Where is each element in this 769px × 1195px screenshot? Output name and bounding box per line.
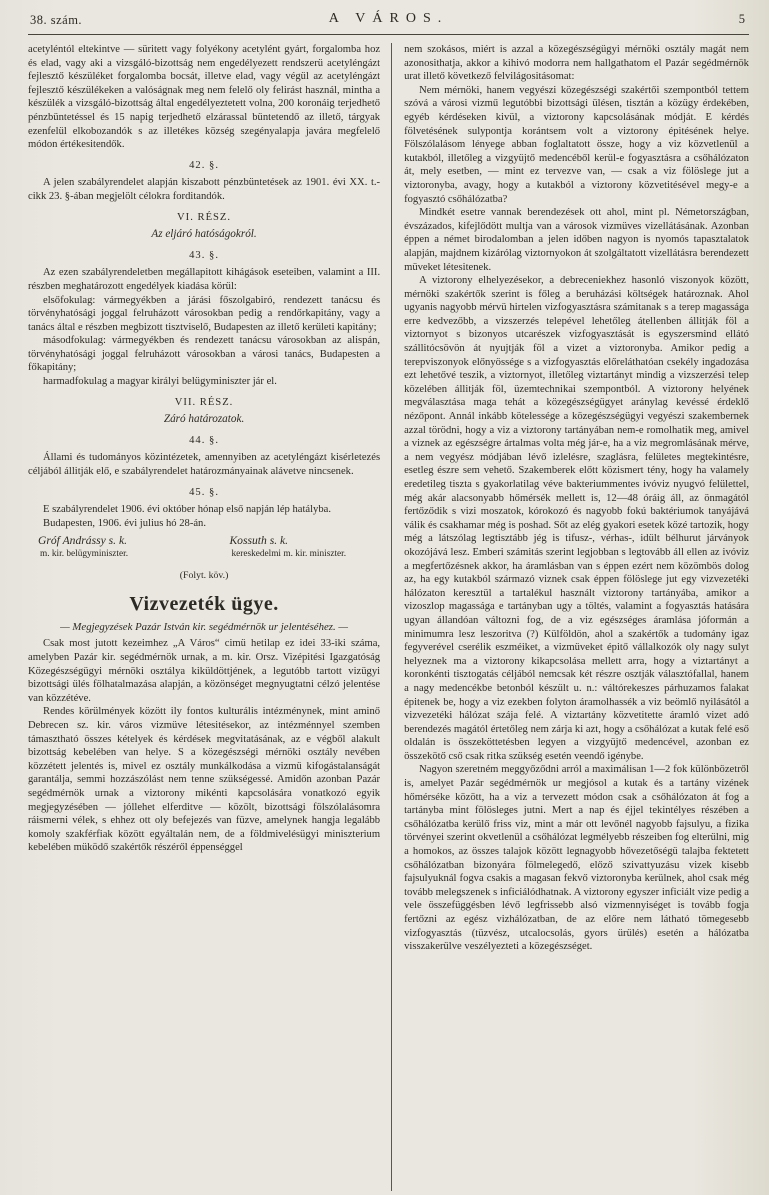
signature-role: m. kir. belügyminiszter. [40,549,129,559]
section-heading: VI. RÉSZ. [177,211,232,223]
section-heading: 42. §. [189,159,219,171]
page-number: 5 [738,12,745,26]
paragraph: Állami és tudományos közintézetek, amennyiben az acetyléngázt kisérletezés céljából állitják elő, e szabályrendelet határozmányainak alávetve nincsenek. [28,452,381,478]
masthead-rule [28,34,749,35]
paragraph: Budapesten, 1906. évi julius hó 28-án. [43,517,207,529]
signature-role: kereskedelmi m. kir. miniszter. [231,549,347,559]
section-heading: 44. §. [189,434,219,446]
signature-name: Kossuth s. k. [229,534,289,548]
paragraph: Csak most jutott kezeimhez „A Város“ cimü hetilap ez idei 33-iki száma, amelyben Pazár kir. segédmérnök urnak, a m. kir. Orsz. Vizépitési Igazgatóság Közegészségügyi mérnöki osztálya kiküldöttjének, a legutóbb tartott vizügyi bizottsági ülés fölhatalmazása alapján, a közönséget megnyugtatni célzó jelentése van közzétéve. [28,638,381,704]
section-heading: VII. RÉSZ. [174,396,234,408]
paragraph: Nem mérnöki, hanem vegyészi közegészségi szakértői szempontból tettem szóvá a városi vizmű legutóbbi bizottsági ülésen, tisztán a közügy érdekében, egyéb kérdéseken kivül, a viztorony kapcsolásának módját. E kérdés fölvetésének sulypontja korántsem volt a viztorony épitésének helye. Fölszólalásom lényege abban foglaltatott össze, hogy a viz közvetlenül a kutakból, illetőleg a vizgyüjtő medencéből kerül-e fogyasztásra a csőhálózaton át, mely esetben, — mint ez tervezve van, — csak a viz fölöslege jut a viztoronyba, avagy, hogy a kutakból a viztorony közvetitésével megy-e a fogyasztó csőhálózatba? [404,84,749,205]
continuation-note: (Folyt. köv.) [179,569,229,581]
paragraph: Az ezen szabályrendeletben megállapitott kihágások eseteiben, valamint a III. részben meghatározott engedélyek kiadása körül: [28,267,381,292]
masthead [28,10,749,32]
subsection-heading: Az eljáró hatóságokról. [151,228,257,241]
paragraph: E szabályrendelet 1906. évi október hónap első napján lép hatályba. [43,504,331,516]
section-heading: 45. §. [189,486,219,498]
paragraph: Rendes körülmények között ily fontos kulturális intézménynek, mint aminő Debrecen sz. kir. város vizmüve létesitésekor, az intézménnyel szemben támasztható összes kételyek és kérdések megvitatásának, az e végből alakult bizottság kebelében van helye. S a közegészségi mérnöki osztály nevében közzétett jelentés is, mivel ez osztály munkálkodása a vizmü kifogástalanságát garantálja, semmi hozzászólást nem tenne szükségessé. Amidőn azonban Pazár segédmérnök urnak a viztorony mikénti kapcsolására vonatkozó egyik megjegyzésében — jóllehet elferditve — közölt, bizottsági fölszólalásomra ráismerni vélek, s ehhez ott oly befejezés van füzve, amelynek hangja legalább komoly szakférfiak között egyáltalán nem, de a földmivelésügyi miniszterium kebelében müködő szakértők részéről éppenséggel [28,706,381,854]
issue-number: 38. szám. [30,13,83,27]
paragraph: Nagyon szeretném meggyőződni arról a maximálisan 1—2 fok különbözetről is, amelyet Pazár segédmérnök ur megjósol a kutak és a tartány vizének hőmérséke között, ha a viz a tervezett módon csak a csőhálózaton át fog a tartányba mint fölösleges jutni. Mert a nap és éjjel tekintélyes részében a csőhálózatba kerülő friss viz, mint a már ott levőnél nagyobb fajsulyu, a fizika törvényei szerint okvetlenül a csőhálózat legmélyebb részeiben fog elterülni, mig a homokos, az összes talajok között legnagyobb hővezetőségü talajba fektetett csőhálózatban bizonyára fölmelegedő, előző szivattyuzásu vizek kisebb fajsulyuknál fogva csakis a magasan fekvő viztoronyba kerülnek, ahol csak még tovább melegszenek s inficiálódhatnak. A viztorony egyszer inficiált vize pedig a vele összefüggésben lévő legfrissebb alsó vizmennyiséget is tovább fogja fertőzni az egész vizhálózatban, de az előre nem látható tömegesebb vizfogyasztás (tüzvész, utcalocsolás, gyors ürülés) esetén a hálózatba visszakerülve veszélyezteti a közegészséget. [404,764,749,953]
paragraph-continuation: acetyléntól eltekintve — süritett vagy folyékony acetylént gyárt, forgalomba hoz és elad, vagy aki a vizsgáló-bizottság nem engedélyezett rendszerü acetyléngázt fejlesztő készüléket forgalomba bocsát, illetve elad, vagy végül az acetyléngázt fejlesztő készülékeken a valóságnak meg nem felelő oly felirást használ, mintha a készülék a vizsgáló-bizottság által engedélyeztetett volna, 200 koronáig terjedhető pénzbüntetéssel és 15 napig terjedhető elzárassal büntetendő az illető, tárgyak ezenfelül elkobozandók s az illetékes község szegényalapja javára megfelelő módon értékesitendők. [28,44,381,151]
paragraph: A viztorony elhelyezésekor, a debreceniekhez hasonló viszonyok között, mérnöki szakértők szerint is főleg a beruházási költségek határoznak. Ahol ugyanis nagyobb mérvü hirtelen vizfogyasztásra számitanak s a terep magassága erre kedvezőbb, a vizszerzés telepével lehetőleg átellenben állitják föl a viztornyot s bizonyos utcarészek vizfogyasztását is egyszersmind ellátó szállitócsövön át nyujtják föl a vizet a viztoronyba. Amikor pedig a terepviszonyok előnyössége s a vizfogyasztás előreláthatóan csekély ingadozása ezt lehetővé teszik, a viztornyot, illetőleg viztartányt mindig a vizszerzési telep közelében állitják föl, üzemtechnikai szempontból. A viztorony helyének megválasztása maga tehát a közegészségügyet aránylag kevéssé érdeklő nézőpont. Annál inkább kötelessége a közegészségügyi vegyészi szakembernek azzal törödni, hogy a viz a viztorony tartányában nem-e romolhatik meg, amivel a viznek az egészségre ártalmas volta még jár-e, ha a viz megromlásának mérve, a nem vegyész módjában lévő izlelésre, szaglásra, felületes megtekintésre, esetleg észre sem vehető. Szakemberek előtt közismert tény, hogy ha valamely eredetileg tiszta s gyakorlatilag véve bakteriummentes ivóviz nyugvó felülettel, még akár alacsonyabb hőmérsék mellett is, 12—48 óráig áll, az önmagától fertőződik s vizi moszatok, kórokozó és nagyobb fokú baktériumok tanyájává válik és csakhamar még is poshad. Sőt az elég gyakori esetek közé tartozik, hogy még a látszólag legtisztább jég is tifusz-, vérhas-, idült bélhurut járványok okozójává lesz. Emberi számitás szerint legjobban s legtovább áll ellen az ivóviz a megfertőzésnek akkor, ha áramlásban van s éppen ezért nem közömbös dolog az, ha egy kutakból származó viznek csak éppen fölöslege jut egy vizvezetéki hálózaton keresztül a tartalékul használt viztorony tartányába, amikor a vizoszlop magassága e tartányban ugy a töltés, valamint a fogyasztás hatására ugyan állandóan változni fog, de a viz egészséges áramlása jóformán a minimumra lesz leszoritva (?) Külföldön, ahol a szakértők a tudomány igaz fegyverével cserélik eszméiket, a vizmüveket épitő vállalkozók oly nagy sulyt helyeznek ma a viztorony kikapcsolása mellett arra, hogy a viztartányt a koronkénti tisztogatás céljából nemcsak két részre osztják választófallal, hanem a nagy medencékbe betonból készült u. n.: váltórekeszes párhuzamos falakat épitenek be, hogy a viz ezekben folyton áramolhassék a viz beömlő nyilásától a vizvezetéki hálózat szája felé. A viztartány közvetitette áramló vizet adó berendezés magától értetőleg nem zárja ki azt, hogy a csőhálózat a kutak felé eső oldalán is összeköttetésben legyen a vizgyüjtő medencével, azonban ez összekötő cső csak ritka szükség esetén veendő igénybe. [404,275,749,762]
paragraph: másodfokulag: vármegyékben és rendezett tanácsu városokban az alispán, törvényhatósági joggal felruházott városokban a városi tanács, Budapesten a főkapitány; [28,335,381,374]
text-columns [28,43,749,1191]
signature-block [28,530,380,563]
paragraph: harmadfokulag a magyar királyi belügyminiszter jár el. [43,376,277,388]
article-title: Vizvezeték ügye. [129,593,279,616]
paragraph-continuation: nem szokásos, miért is azzal a közegészségügyi mérnöki osztály magát nem azonosithatja, akkor a kihivó modorra nem hallgathatom el Pazár segédmérnök urat illető következő felvilágositásomat: [404,44,749,83]
article-subtitle: — Megjegyzések Pazár István kir. segédmérnök ur jelentéséhez. — [60,620,348,633]
section-heading: 43. §. [189,249,219,261]
signature [229,534,346,561]
right-column [392,43,749,1191]
subsection-heading: Záró határozatok. [163,413,245,426]
newspaper-title: A VÁROS. [328,11,449,26]
paragraph: Mindkét esetre vannak berendezések ott ahol, mint pl. Németországban, évszázados, kifejlődött multja van a városok vizmüves vizellátásának. Azonban éppen a német birodalomban a jelen időben nagyon is nyomós tapasztalatok alapján, majdnem kizárólag viztornyokon át szolgáltatott vizellátásra berendezett müveket létesitenek. [404,207,749,273]
left-column [28,43,392,1191]
paragraph: elsőfokulag: vármegyékben a járási főszolgabiró, rendezett tanácsu és törvényhatósági joggal felruházott városokban pedig a rendőrkapitány, vagy a tanács által e részben megbizott tisztviselő, Budapesten az illető kerületi kapitány; [28,294,381,333]
signature-name: Gróf Andrássy s. k. [38,534,127,548]
signature [38,534,128,561]
paragraph: A jelen szabályrendelet alapján kiszabott pénzbüntetések az 1901. évi XX. t.-cikk 23. §-ában megjelölt célokra forditandók. [28,177,381,202]
